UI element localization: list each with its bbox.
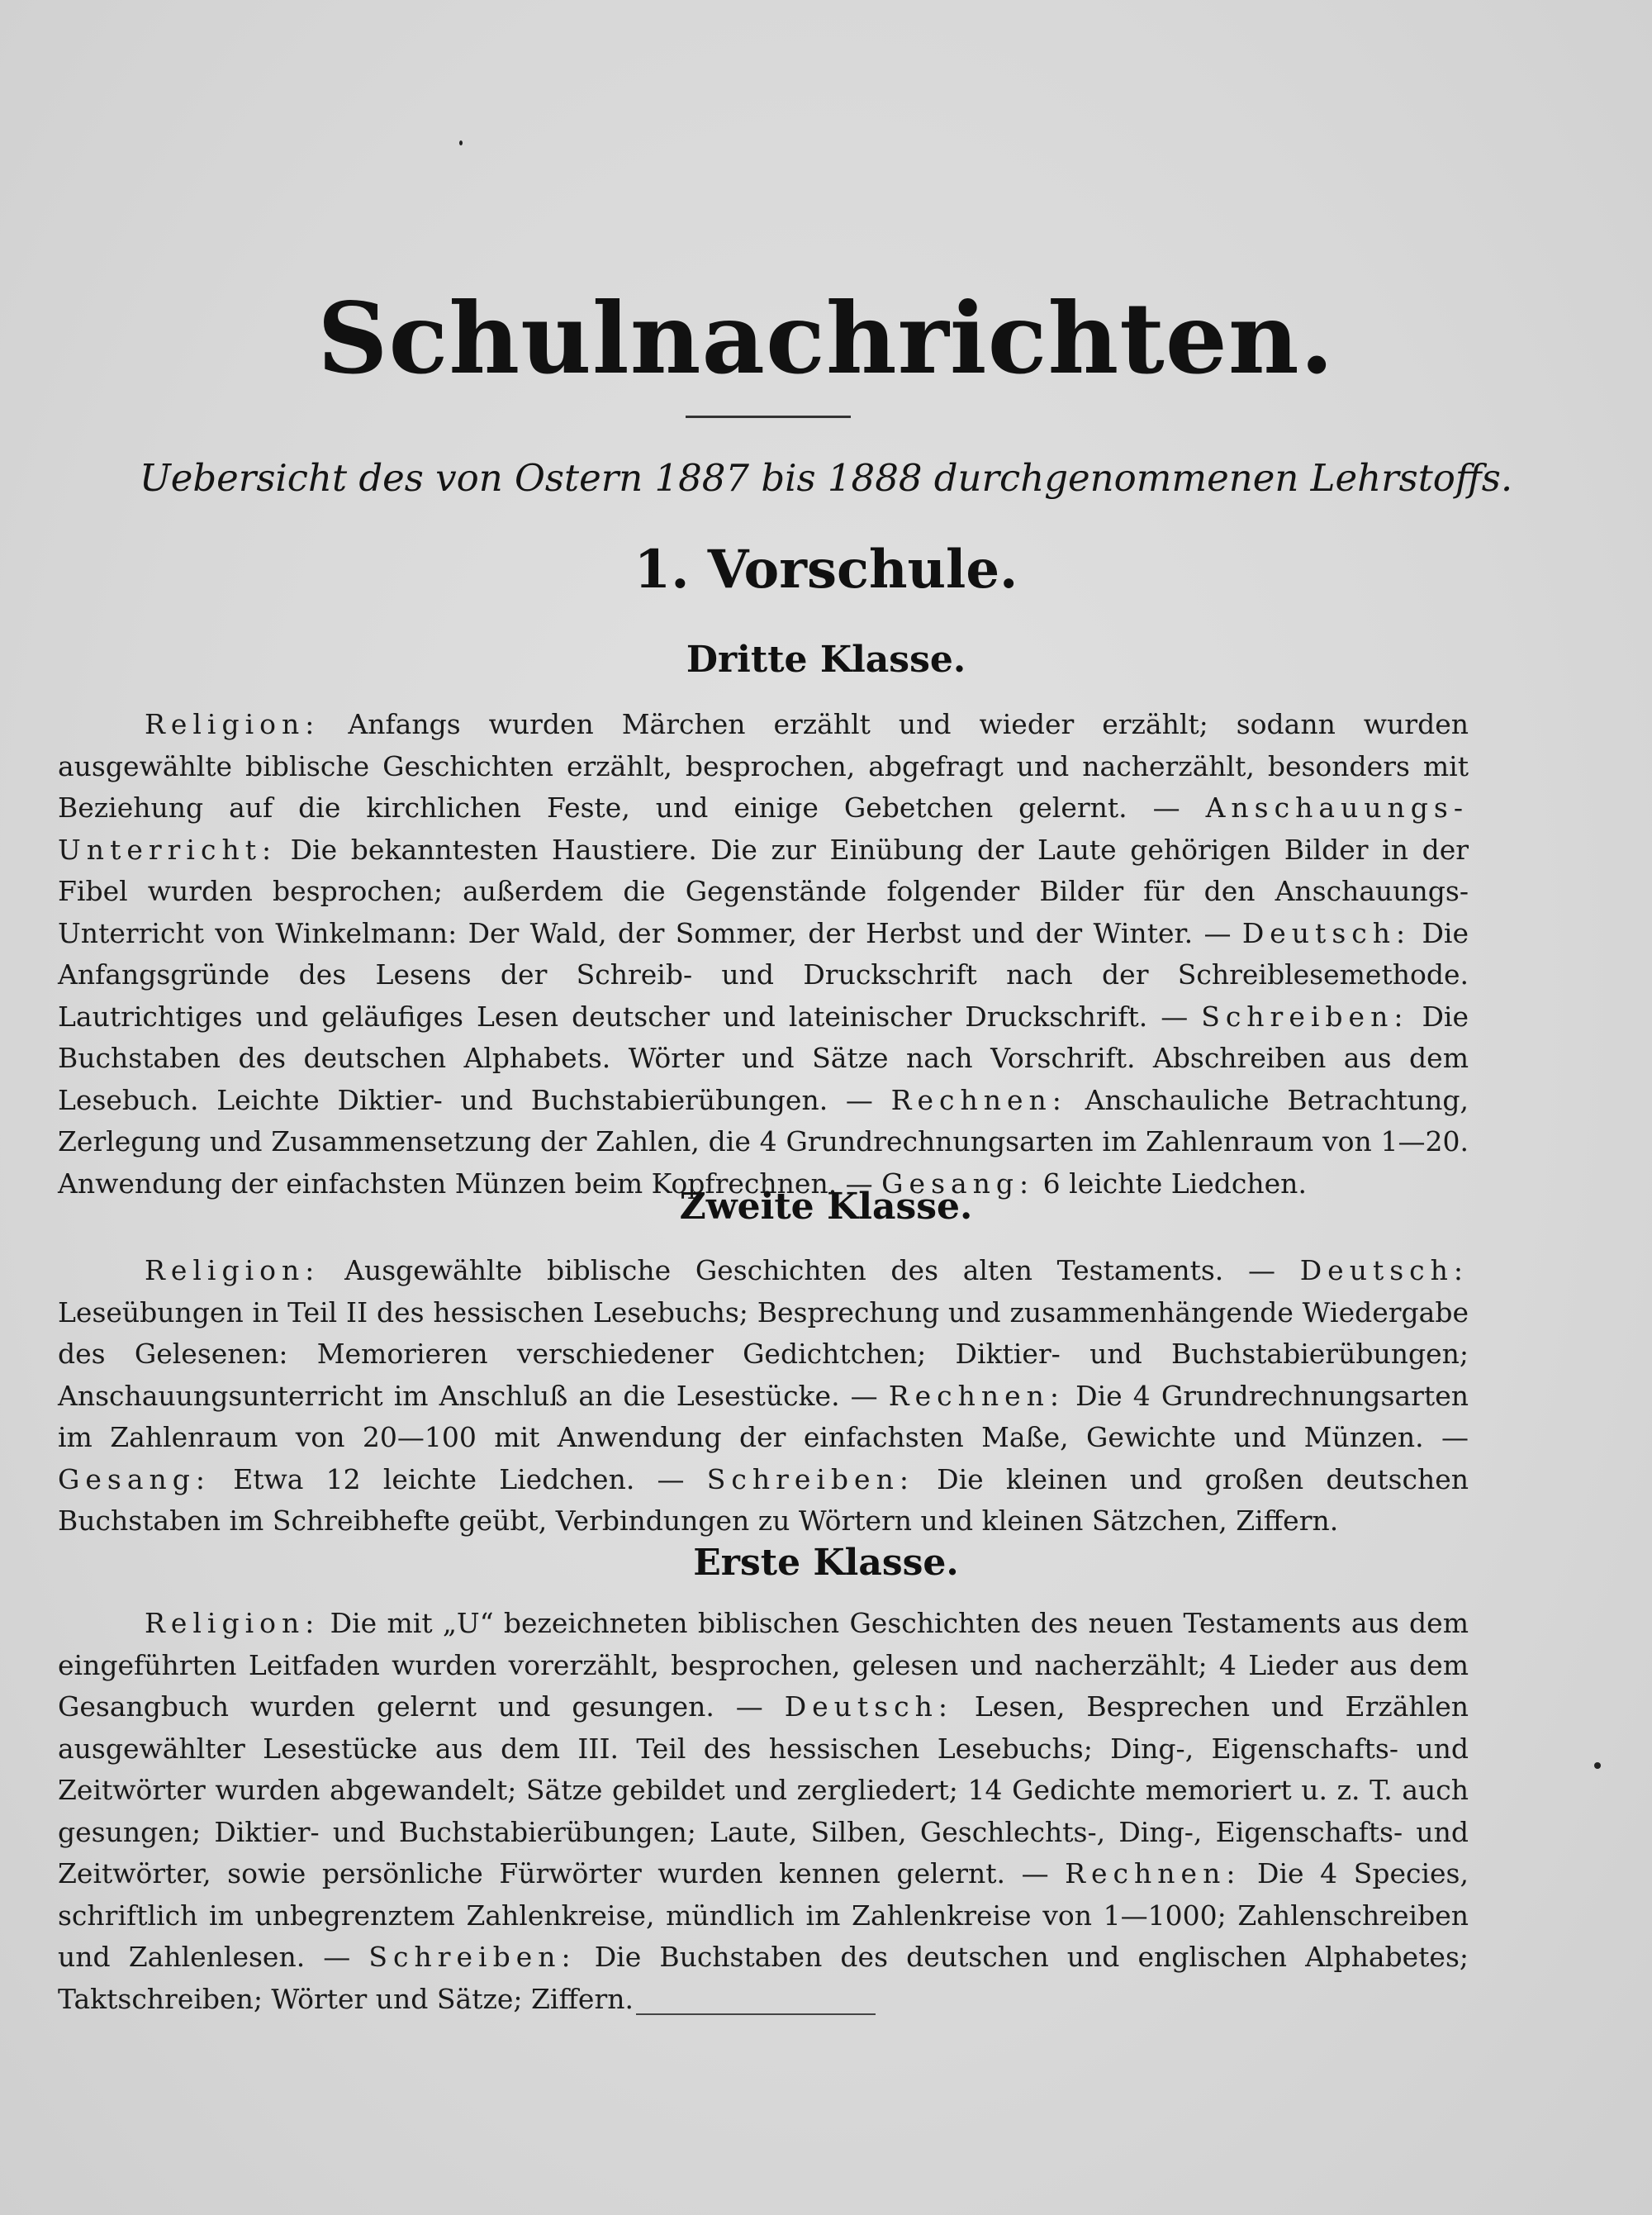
subject-text: Die kleinen und großen deutschen Buchstaben im Schreibhefte geübt, Verbindungen zu Wörtern und kleinen Sätzchen, Ziffern. [58,1462,1469,1537]
subject-text: Anschauliche Betrachtung, Zerlegung und Zusammensetzung der Zahlen, die 4 Grundrechnungsarten im Zahlenraum von 1—20. Anwendung der einfachsten Münzen beim Kopfrechnen. — [58,1083,1469,1200]
subject-text: Die Buchstaben des deutschen und englischen Alphabetes; Taktschreiben; Wörter und Sätze; Ziffern. [58,1941,1469,2015]
subject-text: Die mit „U“ bezeichneten biblischen Geschichten des neuen Testaments aus dem eingeführten Leitfaden wurden vorerzählt, besprochen, gelesen und nacherzählt; 4 Lieder aus dem Gesangbuch wurden gelernt und gesungen. — [58,1607,1469,1723]
class-heading-zweite: Zweite Klasse. [679,1186,973,1228]
subject-label: Schreiben: [706,1462,914,1495]
subject-text: Die 4 Grundrechnungsarten im Zahlenraum von 20—100 mit Anwendung der einfachsten Maße, Gewichte und Münzen. — [58,1379,1469,1453]
subject-label: Religion: [145,1254,320,1286]
title-divider [686,416,851,418]
subject-text: Die 4 Species, schriftlich im unbegrenztem Zahlenkreise, mündlich im Zahlenkreise von 1—1000; Zahlenschreiben und Zahlenlesen. — [58,1857,1469,1973]
class-heading-dritte: Dritte Klasse. [686,639,966,681]
class-paragraph-zweite [58,1250,1469,1542]
paper-speck [1594,1762,1601,1769]
subject-label: Religion: [145,1607,320,1639]
class-paragraph-dritte [58,704,1469,1205]
class-heading-erste: Erste Klasse. [693,1542,959,1584]
subject-label: Gesang: [881,1167,1035,1200]
subject-text: 6 leichte Liedchen. [1034,1167,1307,1200]
subject-label: Rechnen: [890,1083,1067,1116]
subject-label: Rechnen: [1065,1857,1241,1889]
subject-label: Rechnen: [888,1379,1066,1412]
closing-divider [636,2013,876,2015]
subject-label: Deutsch: [1299,1254,1469,1286]
subject-text: Ausgewählte biblische Geschichten des alten Testaments. — [320,1254,1300,1286]
subject-label: Gesang: [58,1462,211,1495]
class-paragraph-erste [58,1603,1469,2020]
subject-text: Leseübungen in Teil II des hessischen Lesebuchs; Besprechung und zusammenhängende Wiedergabe des Gelesenen: Memorieren verschiedener Gedichtchen; Diktier- und Buchstabierübungen; Anschauungsunterricht im Anschluß an die Lesestücke. — [58,1295,1469,1412]
page-subtitle: Uebersicht des von Ostern 1887 bis 1888 durchgenommenen Lehrstoffs. [139,456,1513,500]
subject-text: Die bekanntesten Haustiere. Die zur Einübung der Laute gehörigen Bilder in der Fibel wurden besprochen; außerdem die Gegenstände folgender Bilder für den Anschauungs-Unterricht von Winkelmann: Der Wald, der Sommer, der Herbst und der Winter. — [58,833,1469,949]
subject-label: Schreiben: [368,1941,577,1973]
subject-label: Deutsch: [1241,916,1412,949]
subject-label: Anschauungs-Unterricht: [58,791,1469,866]
subject-text: Lesen, Besprechen und Erzählen ausgewählter Lesestücke aus dem III. Teil des hessischen Lesebuchs; Ding-, Eigenschafts- und Zeitwörter wurden abgewandelt; Sätze gebildet und zergliedert; 14 Gedichte memoriert u. z. T. auch gesungen; Diktier- und Buchstabierübungen; Laute, Silben, Geschlechts-, Ding-, Eigenschafts- und Zeitwörter, sowie persönliche Fürwörter wurden kennen gelernt. — [58,1690,1469,1889]
subject-text: Die Buchstaben des deutschen Alphabets. Wörter und Sätze nach Vorschrift. Abschreiben aus dem Lesebuch. Leichte Diktier- und Buchstabierübungen. — [58,1000,1469,1116]
subject-label: Deutsch: [784,1690,953,1723]
subject-text: Etwa 12 leichte Liedchen. — [211,1462,707,1495]
subject-label: Religion: [145,708,320,740]
paper-speck [459,140,463,145]
subject-text: Die Anfangsgründe des Lesens der Schreib- und Druckschrift nach der Schreiblesemethode. Lautrichtiges und geläufiges Lesen deutscher und lateinischer Druckschrift. — [58,916,1469,1033]
page-title: Schulnachrichten. [317,281,1335,396]
section-heading: 1. Vorschule. [634,539,1018,601]
subject-text: Anfangs wurden Märchen erzählt und wieder erzählt; sodann wurden ausgewählte biblische Geschichten erzählt, besprochen, abgefragt und nacherzählt, besonders mit Beziehung auf die kirchlichen Feste, und einige Gebetchen gelernt. — [58,708,1469,824]
subject-label: Schreiben: [1201,1000,1409,1033]
